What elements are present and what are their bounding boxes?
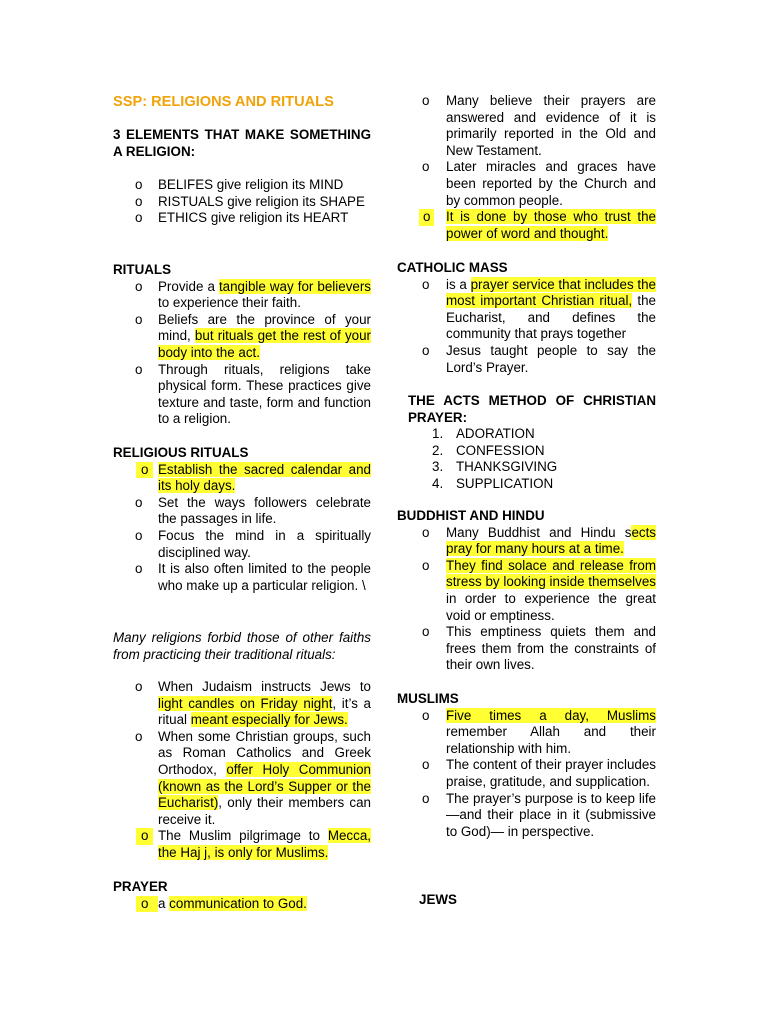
text: Through rituals, religions take physical form. These practices give texture and taste, form and function to a religion. xyxy=(158,361,371,427)
elements-list xyxy=(113,177,371,227)
list-number: 1. xyxy=(432,426,444,442)
jews-heading: JEWS xyxy=(419,892,457,907)
list-item xyxy=(397,708,656,758)
text: is a xyxy=(446,276,471,292)
muslims-list xyxy=(397,708,656,841)
rituals-section xyxy=(113,262,371,428)
list-item xyxy=(113,679,371,729)
text: This emptiness quiets them and frees them from the constraints of their own lives. xyxy=(446,624,656,673)
text: THANKSGIVING xyxy=(456,459,558,475)
list-item xyxy=(428,426,656,443)
text: Later miracles and graces have been reported by the Church and by common people. xyxy=(446,159,656,208)
list-item xyxy=(397,93,656,159)
list-item xyxy=(397,525,656,558)
elements-section xyxy=(113,127,371,227)
text: Beliefs are the province of your mind, xyxy=(158,311,371,344)
rituals-heading: RITUALS xyxy=(113,262,172,277)
list-item xyxy=(113,495,371,528)
rituals-list xyxy=(113,279,371,428)
list-item xyxy=(113,561,371,594)
list-item-text: ETHICS give religion its HEART xyxy=(158,210,349,226)
list-item xyxy=(428,443,656,460)
text: , it’s a ritual xyxy=(158,695,371,728)
text: The content of their prayer includes praise, gratitude, and supplication. xyxy=(446,757,656,789)
list-item xyxy=(113,729,371,829)
text: Provide a xyxy=(158,278,219,294)
highlight-text: It is done by those who trust the power of word and thought. xyxy=(446,209,656,241)
prayer-heading: PRAYER xyxy=(113,879,168,894)
list-item xyxy=(428,476,656,493)
text: When Judaism instructs Jews to xyxy=(158,679,371,694)
bullet: o xyxy=(136,828,153,845)
prayer-list xyxy=(113,896,371,913)
list-item xyxy=(113,194,371,211)
list-item xyxy=(113,210,371,227)
highlight-text: tangible way for believers xyxy=(218,278,371,294)
text: When some Christian groups, such as Roman Catholics and Greek Orthodox, xyxy=(158,728,371,777)
list-number: 4. xyxy=(432,475,444,491)
list-item xyxy=(113,362,371,428)
prayer-continued-section xyxy=(397,93,656,242)
bullet: o xyxy=(135,193,143,209)
text: Focus the mind in a spiritually disciplined way. xyxy=(158,527,371,560)
bullet: o xyxy=(422,159,430,175)
bullet: o xyxy=(422,624,430,640)
catholic-mass-list xyxy=(397,277,656,377)
list-item xyxy=(113,312,371,362)
bullet: o xyxy=(422,790,430,806)
list-item xyxy=(113,896,371,913)
text: ADORATION xyxy=(456,426,535,442)
religious-rituals-section xyxy=(113,445,371,594)
elements-heading-text: 3 ELEMENTS THAT MAKE SOMETHING A RELIGION: xyxy=(113,127,371,159)
buddhist-hindu-list xyxy=(397,525,656,674)
text: It is also often limited to the people who make up a particular religion. \ xyxy=(158,561,371,593)
list-item xyxy=(397,277,656,343)
elements-heading xyxy=(113,127,371,160)
list-item xyxy=(113,828,371,861)
acts-section xyxy=(408,393,656,493)
list-item-text: RISTUALS give religion its SHAPE xyxy=(158,193,365,209)
bullet: o xyxy=(422,524,430,540)
highlight-text: offer Holy Communion (known as the Lord’s Supper or the Eucharist) xyxy=(158,761,371,811)
religious-rituals-heading: RELIGIOUS RITUALS xyxy=(113,445,249,460)
highlight-text: meant especially for Jews. xyxy=(190,712,348,728)
bullet: o xyxy=(136,896,158,913)
list-item xyxy=(113,528,371,561)
text: , only their members can receive it. xyxy=(158,795,371,827)
text: The prayer’s purpose is to keep life—and their place in it (submissive to God)— in perspective. xyxy=(446,790,656,839)
highlight-text: They find solace and release from stress by looking inside themselves xyxy=(446,557,656,590)
text: Jesus taught people to say the Lord’s Prayer. xyxy=(446,342,656,375)
page-title: SSP: RELIGIONS AND RITUALS xyxy=(113,94,334,110)
list-item xyxy=(397,159,656,209)
bullet: o xyxy=(135,494,143,510)
bullet: o xyxy=(422,93,430,108)
text: Many Buddhist and Hindu s xyxy=(446,524,632,540)
bullet: o xyxy=(135,361,143,377)
bullet: o xyxy=(135,278,143,294)
list-item xyxy=(397,558,656,624)
acts-list xyxy=(408,426,656,492)
highlight-text: prayer service that includes the most important Christian ritual, xyxy=(446,276,656,309)
bullet: o xyxy=(135,527,143,543)
bullet: o xyxy=(422,757,430,773)
list-item xyxy=(113,279,371,312)
text: a xyxy=(158,895,170,911)
examples-list xyxy=(113,679,371,862)
list-item xyxy=(397,624,656,674)
bullet: o xyxy=(422,707,430,723)
bullet: o xyxy=(422,276,430,292)
list-item xyxy=(397,757,656,790)
muslims-heading: MUSLIMS xyxy=(397,691,459,706)
list-item xyxy=(397,209,656,242)
list-item xyxy=(113,177,371,194)
bullet: o xyxy=(422,342,430,358)
list-item-text: BELIFES give religion its MIND xyxy=(158,177,344,193)
bullet: o xyxy=(135,561,143,577)
bullet: o xyxy=(135,210,143,226)
highlight-text: light candles on Friday night xyxy=(158,695,333,711)
highlight-text: Establish the sacred calendar and its holy days. xyxy=(158,461,371,494)
text: The Muslim pilgrimage to xyxy=(158,828,328,844)
bullet: o xyxy=(419,209,434,226)
religious-rituals-list xyxy=(113,462,371,595)
examples-section xyxy=(113,679,371,862)
prayer-continued-list xyxy=(397,93,656,242)
highlight-text: Mecca, the Haj j, is only for Muslims. xyxy=(158,828,371,860)
highlight-text: but rituals get the rest of your body into the act. xyxy=(158,328,371,360)
bullet: o xyxy=(136,462,153,479)
buddhist-hindu-heading: BUDDHIST AND HINDU xyxy=(397,508,545,523)
highlight-text: communication to God. xyxy=(169,895,307,911)
forbid-paragraph: Many religions forbid those of other faiths from practicing their traditional rituals: xyxy=(113,630,371,662)
text: in order to experience the great void or emptiness. xyxy=(446,590,656,623)
bullet: o xyxy=(135,728,143,744)
bullet: o xyxy=(135,311,143,327)
text: Many believe their prayers are answered and evidence of it is primarily reported in the Old and New Testament. xyxy=(446,93,656,158)
text: SUPPLICATION xyxy=(456,475,554,491)
catholic-mass-section xyxy=(397,260,656,376)
catholic-mass-heading: CATHOLIC MASS xyxy=(397,260,508,275)
text: to experience their faith. xyxy=(158,295,301,311)
muslims-section xyxy=(397,691,656,840)
list-item xyxy=(397,791,656,841)
highlight-text: ects pray for many hours at a time. xyxy=(446,524,656,557)
buddhist-hindu-section xyxy=(397,508,656,674)
list-item xyxy=(113,462,371,495)
text: CONFESSION xyxy=(456,442,545,458)
text: the Eucharist, and defines the community that prays together xyxy=(446,293,656,342)
acts-heading: THE ACTS METHOD OF CHRISTIAN PRAYER: xyxy=(408,393,656,425)
list-item xyxy=(428,459,656,476)
bullet: o xyxy=(135,177,143,193)
text: Set the ways followers celebrate the passages in life. xyxy=(158,494,371,527)
list-number: 2. xyxy=(432,442,444,458)
bullet: o xyxy=(422,557,430,573)
text: remember Allah and their relationship with him. xyxy=(446,724,656,756)
bullet: o xyxy=(135,679,143,694)
prayer-section xyxy=(113,879,371,912)
list-number: 3. xyxy=(432,459,444,475)
highlight-text: Five times a day, Muslims xyxy=(446,707,656,723)
list-item xyxy=(397,343,656,376)
